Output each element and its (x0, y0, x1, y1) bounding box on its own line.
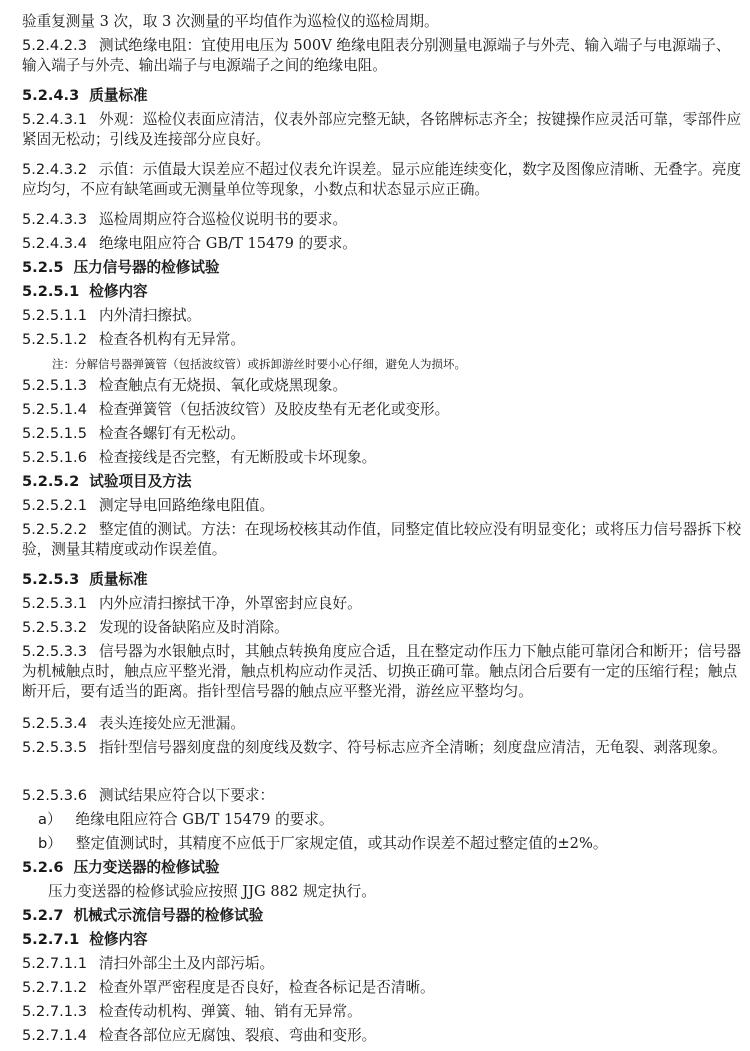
clause-number: 5.2.5.2.2 (22, 521, 87, 538)
clause-5-2-7-1-3 (22, 1002, 742, 1022)
clause-5-2-4-3-2 (22, 160, 742, 200)
clause-5-2-5-3-3 (22, 642, 742, 702)
clause-number: 5.2.7.1.2 (22, 979, 87, 996)
heading-number: 5.2.4.3 (22, 87, 80, 104)
clause-text: 内外应清扫擦拭干净，外罩密封应良好。 (98, 595, 362, 612)
clause-5-2-5-2-1 (22, 496, 742, 516)
clause-number: 5.2.5.3.1 (22, 595, 87, 612)
clause-5-2-4-2-3 (22, 36, 742, 76)
clause-text: 内外清扫擦拭。 (98, 307, 202, 324)
text-line (22, 12, 742, 32)
clause-5-2-4-3-4 (22, 234, 742, 254)
heading-5-2-7-1 (22, 930, 742, 950)
clause-text: 巡检周期应符合巡检仪说明书的要求。 (98, 211, 348, 228)
heading-number: 5.2.5.1 (22, 283, 80, 300)
clause-text: 检查各部位应无腐蚀、裂痕、弯曲和变形。 (98, 1027, 377, 1044)
heading-5-2-5-2 (22, 472, 742, 492)
clause-text: 信号器为水银触点时，其触点转换角度应合适，且在整定动作压力下触点能可靠闭合和断开；信号器为机械触点时，触点应平整光滑，触点机构应动作灵活、切换正确可靠。触点闭合后要有一定的压缩行程；触点断开后，要有适当的距离。指针型信号器的触点应平整光滑，游丝应平整均匀。 (22, 643, 742, 700)
line-text: 验重复测量 3 次，取 3 次测量的平均值作为巡检仪的巡检周期。 (22, 13, 439, 30)
clause-5-2-5-1-6 (22, 448, 742, 468)
clause-5-2-5-3-4 (22, 714, 742, 734)
list-text: 绝缘电阻应符合 GB/T 15479 的要求。 (75, 811, 334, 828)
clause-text: 发现的设备缺陷应及时消除。 (98, 619, 289, 636)
clause-number: 5.2.7.1.1 (22, 955, 87, 972)
heading-text: 质量标准 (89, 87, 148, 104)
clause-5-2-7-1-1 (22, 954, 742, 974)
list-marker: a） (38, 811, 62, 828)
heading-5-2-5-3 (22, 570, 742, 590)
heading-text: 质量标准 (89, 571, 148, 588)
heading-number: 5.2.7.1 (22, 931, 80, 948)
heading-number: 5.2.6 (22, 859, 64, 876)
clause-number: 5.2.7.1.3 (22, 1003, 87, 1020)
heading-number: 5.2.5.3 (22, 571, 80, 588)
clause-text: 清扫外部尘土及内部污垢。 (98, 955, 275, 972)
clause-5-2-5-3-1 (22, 594, 742, 614)
clause-text: 示值：示值最大误差应不超过仪表允许误差。显示应能连续变化，数字及图像应清晰、无叠字。亮度应均匀，不应有缺笔画或无测量单位等现象，小数点和状态显示应正确。 (22, 161, 742, 198)
note-text: 注：分解信号器弹簧管（包括波纹管）或拆卸游丝时要小心仔细，避免人为损坏。 (52, 357, 466, 371)
clause-number: 5.2.5.3.5 (22, 739, 87, 756)
heading-5-2-7 (22, 906, 742, 926)
clause-5-2-7-1-4 (22, 1026, 742, 1046)
clause-text: 检查触点有无烧损、氧化或烧黑现象。 (98, 377, 348, 394)
clause-number: 5.2.5.3.4 (22, 715, 87, 732)
clause-5-2-5-3-6 (22, 786, 742, 806)
clause-text: 整定值的测试。方法：在现场校核其动作值，同整定值比较应没有明显变化；或将压力信号器拆下校验，测量其精度或动作误差值。 (22, 521, 742, 558)
clause-text: 绝缘电阻应符合 GB/T 15479 的要求。 (98, 235, 357, 252)
clause-text: 检查各机构有无异常。 (98, 331, 245, 348)
heading-text: 试验项目及方法 (89, 473, 192, 490)
heading-text: 压力变送器的检修试验 (73, 859, 220, 876)
list-item-a (38, 810, 738, 830)
note-line (52, 354, 732, 374)
clause-number: 5.2.5.1.4 (22, 401, 87, 418)
heading-number: 5.2.5 (22, 259, 64, 276)
clause-5-2-5-1-2 (22, 330, 742, 350)
clause-number: 5.2.5.1.6 (22, 449, 87, 466)
heading-number: 5.2.7 (22, 907, 64, 924)
heading-text: 压力信号器的检修试验 (73, 259, 220, 276)
clause-number: 5.2.4.3.2 (22, 161, 87, 178)
heading-5-2-5-1 (22, 282, 742, 302)
clause-number: 5.2.5.1.2 (22, 331, 87, 348)
clause-number: 5.2.5.1.5 (22, 425, 87, 442)
clause-number: 5.2.5.3.6 (22, 787, 87, 804)
heading-5-2-4-3 (22, 86, 742, 106)
clause-text: 表头连接处应无泄漏。 (98, 715, 245, 732)
list-item-b (38, 834, 738, 854)
heading-5-2-5 (22, 258, 742, 278)
clause-text: 检查弹簧管（包括波纹管）及胶皮垫有无老化或变形。 (98, 401, 450, 418)
clause-5-2-5-2-2 (22, 520, 742, 560)
clause-text: 指针型信号器刻度盘的刻度线及数字、符号标志应齐全清晰；刻度盘应清洁，无龟裂、剥落现象。 (98, 739, 727, 756)
clause-number: 5.2.5.1.3 (22, 377, 87, 394)
clause-text: 检查各螺钉有无松动。 (98, 425, 245, 442)
paragraph-line (48, 882, 738, 902)
clause-5-2-7-1-2 (22, 978, 742, 998)
clause-5-2-5-1-4 (22, 400, 742, 420)
clause-5-2-5-1-5 (22, 424, 742, 444)
clause-text: 测定导电回路绝缘电阻值。 (98, 497, 275, 514)
clause-number: 5.2.7.1.4 (22, 1027, 87, 1044)
clause-number: 5.2.5.2.1 (22, 497, 87, 514)
clause-5-2-5-1-1 (22, 306, 742, 326)
clause-number: 5.2.5.3.3 (22, 643, 87, 660)
heading-text: 检修内容 (89, 931, 148, 948)
clause-number: 5.2.4.3.4 (22, 235, 87, 252)
clause-5-2-5-3-5 (22, 738, 742, 758)
clause-text: 检查传动机构、弹簧、轴、销有无异常。 (98, 1003, 362, 1020)
clause-text: 测试绝缘电阻：宜使用电压为 500V 绝缘电阻表分别测量电源端子与外壳、输入端子与电源端子、输入端子与外壳、输出端子与电源端子之间的绝缘电阻。 (22, 37, 731, 74)
heading-5-2-6 (22, 858, 742, 878)
clause-number: 5.2.4.3.1 (22, 111, 87, 128)
clause-5-2-4-3-3 (22, 210, 742, 230)
clause-5-2-5-1-3 (22, 376, 742, 396)
heading-text: 检修内容 (89, 283, 148, 300)
heading-number: 5.2.5.2 (22, 473, 80, 490)
clause-number: 5.2.5.1.1 (22, 307, 87, 324)
list-marker: b） (38, 835, 62, 852)
clause-5-2-4-3-1 (22, 110, 742, 150)
paragraph-text: 压力变送器的检修试验应按照 JJG 882 规定执行。 (48, 883, 376, 900)
heading-text: 机械式示流信号器的检修试验 (73, 907, 264, 924)
clause-text: 检查接线是否完整，有无断股或卡坏现象。 (98, 449, 377, 466)
clause-text: 测试结果应符合以下要求： (98, 787, 275, 804)
clause-number: 5.2.4.3.3 (22, 211, 87, 228)
clause-number: 5.2.5.3.2 (22, 619, 87, 636)
clause-5-2-5-3-2 (22, 618, 742, 638)
clause-text: 检查外罩严密程度是否良好，检查各标记是否清晰。 (98, 979, 435, 996)
list-text: 整定值测试时，其精度不应低于厂家规定值，或其动作误差不超过整定值的±2%。 (75, 835, 608, 852)
clause-text: 外观：巡检仪表面应清洁，仪表外部应完整无缺，各铭牌标志齐全；按键操作应灵活可靠，零部件应紧固无松动；引线及连接部分应良好。 (22, 111, 742, 148)
clause-number: 5.2.4.2.3 (22, 37, 87, 54)
